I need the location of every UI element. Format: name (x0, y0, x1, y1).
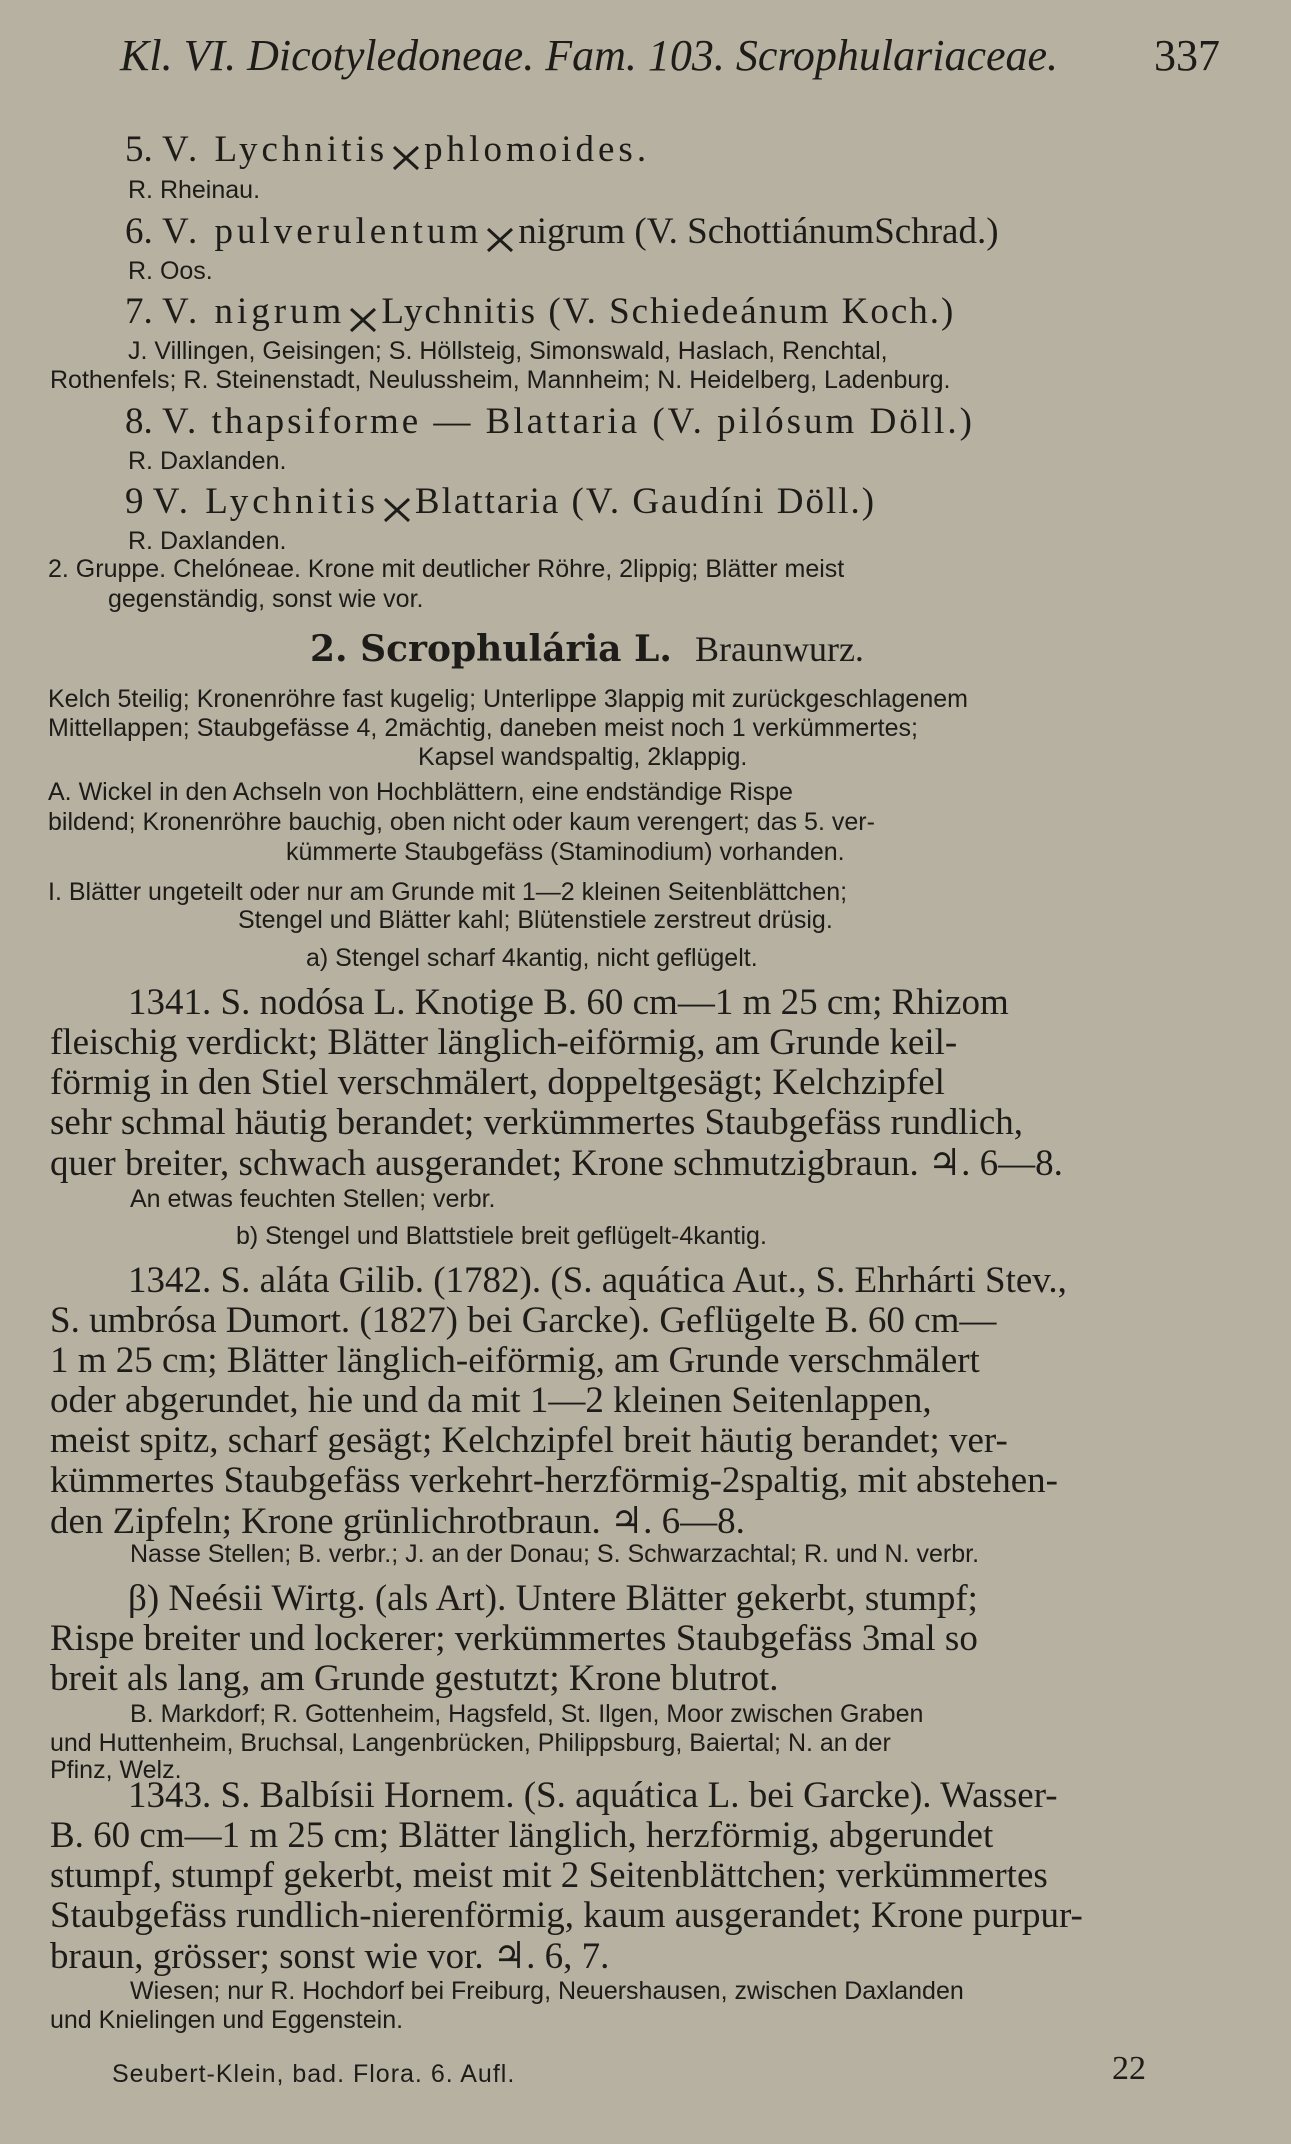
hybrid-parent-b: nigrum (V. SchottiánumSchrad.) (518, 211, 999, 252)
species-1341-line: fleischig verdickt; Blätter länglich-eiförmig, am Grunde keil- (50, 1022, 958, 1063)
species-1343-line: braun, grösser; sonst wie vor. ♃. 6, 7. (50, 1936, 610, 1977)
hybrid-parent-b: phlomoides. (424, 129, 651, 170)
genus-desc-line: Kapsel wandspaltig, 2klappig. (418, 743, 748, 771)
genus-name: 2. Scrophulária L. (310, 628, 672, 670)
species-1341-line: förmig in den Stiel verschmälert, doppeltgesägt; Kelchzipfel (50, 1062, 945, 1103)
hybrid-6 (125, 210, 999, 253)
hybrid-7-locality-cont: Rothenfels; R. Steinenstadt, Neulussheim, Mannheim; N. Heidelberg, Ladenburg. (50, 366, 951, 394)
species-1343-habitat: Wiesen; nur R. Hochdorf bei Freiburg, Neuershausen, zwischen Daxlanden (130, 1977, 964, 2005)
hybrid-5 (125, 128, 650, 171)
genus-desc-line: Kelch 5teilig; Kronenröhre fast kugelig; Unterlippe 3lappig mit zurückgeschlagenem (48, 685, 968, 713)
variety-line: β) Neésii Wirtg. (als Art). Untere Blätter gekerbt, stumpf; (128, 1578, 978, 1619)
variety-line: breit als lang, am Grunde gestutzt; Krone blutrot. (50, 1658, 779, 1699)
group-heading-cont: gegenständig, sonst wie vor. (108, 585, 424, 613)
hybrid-num: 6. (125, 211, 153, 252)
hybrid-5-locality: R. Rheinau. (128, 176, 261, 204)
hybrid-num: 8. (125, 401, 153, 442)
header-title: Kl. VI. Dicotyledoneae. Fam. 103. Scrophulariaceae. (120, 31, 1059, 80)
cross-icon (485, 221, 515, 249)
cross-icon (382, 491, 412, 519)
hybrid-parent-b: Lychnitis (V. Schiedeánum Koch.) (381, 291, 956, 332)
hybrid-parent-a: V. Lychnitis (152, 481, 379, 522)
hybrid-num: 7. (125, 291, 153, 332)
hybrid-8 (125, 400, 975, 443)
group-heading: 2. Gruppe. Chelóneae. Krone mit deutlicher Röhre, 2lippig; Blätter meist (48, 555, 845, 583)
species-1342-line: S. umbrósa Dumort. (1827) bei Garcke). Geflügelte B. 60 cm— (50, 1300, 997, 1341)
genus-desc-line: Mittellappen; Staubgefässe 4, 2mächtig, daneben meist noch 1 verkümmertes; (48, 714, 918, 742)
key-a-line: A. Wickel in den Achseln von Hochblättern, eine endständige Rispe (48, 778, 793, 806)
genus-heading (310, 628, 864, 670)
variety-habitat-line: und Huttenheim, Bruchsal, Langenbrücken, Philippsburg, Baiertal; N. an der (50, 1729, 891, 1757)
species-1341-line: 1341. S. nodósa L. Knotige B. 60 cm—1 m 25 cm; Rhizom (128, 982, 1009, 1023)
hybrid-7 (125, 290, 955, 333)
species-1343-habitat: und Knielingen und Eggenstein. (50, 2006, 404, 2034)
species-1341-line: sehr schmal häutig berandet; verkümmertes Staubgefäss rundlich, (50, 1102, 1024, 1143)
variety-habitat-line: Pfinz, Welz. (50, 1756, 182, 1784)
key-i-line: Stengel und Blätter kahl; Blütenstiele zerstreut drüsig. (238, 906, 833, 934)
footer-signature: Seubert-Klein, bad. Flora. 6. Aufl. (112, 2060, 516, 2088)
species-1342-line: oder abgerundet, hie und da mit 1—2 kleinen Seitenlappen, (50, 1380, 932, 1421)
species-1342-line: 1342. S. aláta Gilib. (1782). (S. aquática Aut., S. Ehrhárti Stev., (128, 1260, 1067, 1301)
key-a-line: bildend; Kronenröhre bauchig, oben nicht oder kaum verengert; das 5. ver- (48, 808, 875, 836)
variety-line: Rispe breiter und lockerer; verkümmertes Staubgefäss 3mal so (50, 1618, 978, 1659)
hybrid-parent-a: V. nigrum (162, 291, 346, 332)
species-1342-line: den Zipfeln; Krone grünlichrotbraun. ♃. 6—8. (50, 1501, 745, 1542)
species-1343-line: stumpf, stumpf gekerbt, meist mit 2 Seitenblättchen; verkümmertes (50, 1855, 1048, 1896)
hybrid-parent-b: Blattaria (V. Gaudíni Döll.) (414, 481, 877, 522)
species-1342-line: 1 m 25 cm; Blätter länglich-eiförmig, am Grunde verschmälert (50, 1340, 980, 1381)
hybrid-7-locality: J. Villingen, Geisingen; S. Höllsteig, Simonswald, Haslach, Renchtal, (128, 337, 888, 365)
cross-icon (391, 139, 421, 167)
key-ib: b) Stengel und Blattstiele breit geflügelt-4kantig. (236, 1222, 767, 1250)
hybrid-9 (125, 480, 876, 523)
hybrid-parent-a: V. Lychnitis (162, 129, 389, 170)
species-1342-habitat: Nasse Stellen; B. verbr.; J. an der Donau; S. Schwarzachtal; R. und N. verbr. (130, 1540, 980, 1568)
variety-habitat-line: B. Markdorf; R. Gottenheim, Hagsfeld, St. Ilgen, Moor zwischen Graben (130, 1700, 924, 1728)
species-1342-line: kümmertes Staubgefäss verkehrt-herzförmig-2spaltig, mit abstehen- (50, 1460, 1058, 1501)
hybrid-6-locality: R. Oos. (128, 257, 213, 285)
hybrid-num: 9 (125, 481, 144, 522)
key-i-line: I. Blätter ungeteilt oder nur am Grunde mit 1—2 kleinen Seitenblättchen; (48, 878, 848, 906)
footer-sheet-number: 22 (1112, 2050, 1146, 2087)
hybrid-9-locality: R. Daxlanden. (128, 527, 287, 555)
hybrid-parent-a: V. pulverulentum (162, 211, 483, 252)
species-1341-line: quer breiter, schwach ausgerandet; Krone schmutzigbraun. ♃. 6—8. (50, 1143, 1063, 1184)
hybrid-num: 5. (125, 129, 153, 170)
species-1343-line: B. 60 cm—1 m 25 cm; Blätter länglich, herzförmig, abgerundet (50, 1815, 994, 1856)
cross-icon (348, 301, 378, 329)
key-a-line: kümmerte Staubgefäss (Staminodium) vorhanden. (286, 838, 845, 866)
species-1343-line: 1343. S. Balbísii Hornem. (S. aquática L. bei Garcke). Wasser- (128, 1775, 1058, 1816)
key-ia: a) Stengel scharf 4kantig, nicht geflügelt. (306, 944, 758, 972)
running-header (120, 30, 1220, 90)
hybrid-name: V. thapsiforme — Blattaria (V. pilósum Döll.) (162, 401, 975, 442)
page-number: 337 (1154, 31, 1220, 80)
species-1342-line: meist spitz, scharf gesägt; Kelchzipfel breit häutig berandet; ver- (50, 1420, 1008, 1461)
hybrid-8-locality: R. Daxlanden. (128, 447, 287, 475)
genus-common-name: Braunwurz. (694, 629, 864, 669)
species-1343-line: Staubgefäss rundlich-nierenförmig, kaum ausgerandet; Krone purpur- (50, 1895, 1083, 1936)
species-1341-habitat: An etwas feuchten Stellen; verbr. (130, 1185, 496, 1213)
